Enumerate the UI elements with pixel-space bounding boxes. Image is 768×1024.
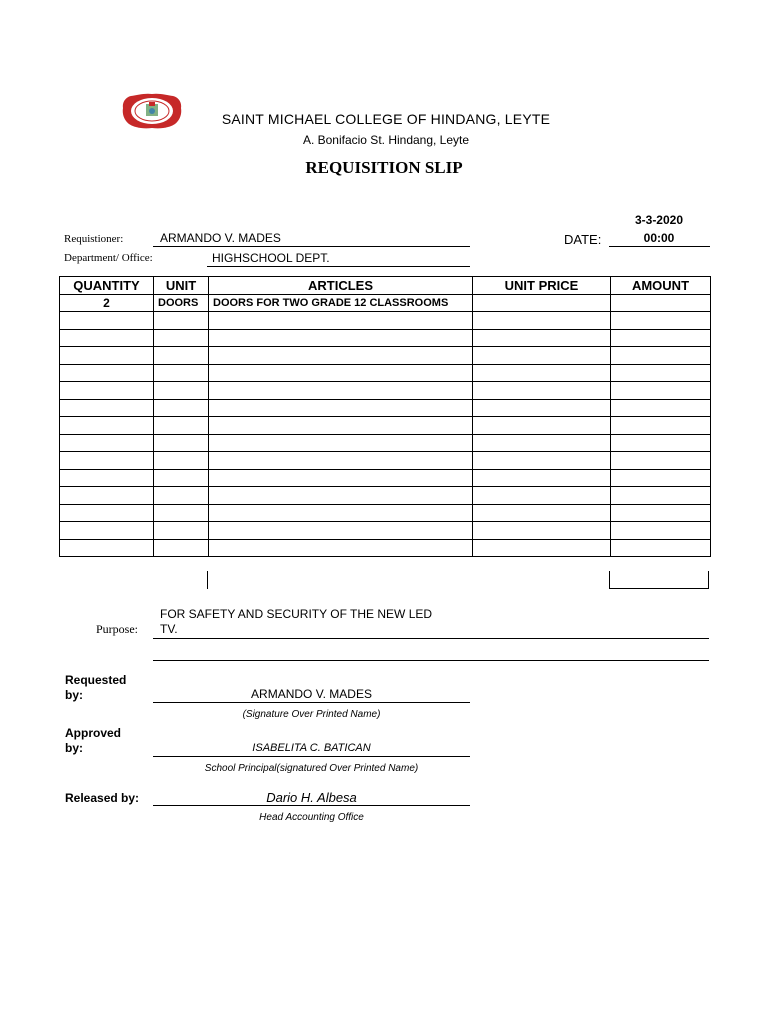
table-cell-amount[interactable]: [611, 347, 711, 365]
table-cell-unit[interactable]: [154, 417, 209, 435]
purpose-underline-2: [153, 660, 709, 661]
table-cell-amount[interactable]: [611, 329, 711, 347]
table-cell-articles[interactable]: [209, 417, 473, 435]
table-cell-quantity[interactable]: [60, 329, 154, 347]
table-cell-quantity[interactable]: [60, 417, 154, 435]
column-header-articles: ARTICLES: [209, 277, 473, 295]
table-cell-quantity[interactable]: [60, 364, 154, 382]
table-cell-unit[interactable]: [154, 364, 209, 382]
table-cell-unit[interactable]: [154, 329, 209, 347]
requested-by-caption: (Signature Over Printed Name): [242, 709, 381, 720]
table-cell-unit[interactable]: [154, 347, 209, 365]
table-cell-amount[interactable]: [611, 294, 711, 312]
table-cell-articles[interactable]: [209, 382, 473, 400]
total-amount-cell[interactable]: [609, 571, 709, 589]
table-cell-amount[interactable]: [611, 364, 711, 382]
school-address: A. Bonifacio St. Hindang, Leyte: [302, 133, 470, 147]
column-header-unit: UNIT: [154, 277, 209, 295]
table-cell-quantity[interactable]: [60, 504, 154, 522]
released-by-name[interactable]: Dario H. Albesa: [266, 790, 357, 805]
table-cell-unit-price[interactable]: [473, 539, 611, 557]
items-table: [59, 276, 711, 557]
table-cell-articles[interactable]: [209, 434, 473, 452]
table-cell-unit-price[interactable]: [473, 522, 611, 540]
table-header-row: [60, 277, 711, 295]
requested-by-name[interactable]: ARMANDO V. MADES: [251, 687, 372, 701]
approved-by-label: [65, 726, 121, 756]
table-cell-amount[interactable]: [611, 487, 711, 505]
purpose-label: Purpose:: [96, 622, 138, 636]
table-row: [60, 329, 711, 347]
time-value[interactable]: 00:00: [643, 231, 675, 245]
table-row: [60, 347, 711, 365]
date-value[interactable]: 3-3-2020: [634, 213, 684, 227]
requisitioner-label: Requistioner:: [64, 233, 124, 245]
table-row: [60, 504, 711, 522]
table-cell-unit-price[interactable]: [473, 294, 611, 312]
table-row: [60, 399, 711, 417]
purpose-underline-1: [153, 638, 709, 639]
requisitioner-value[interactable]: ARMANDO V. MADES: [160, 231, 281, 245]
released-by-caption: Head Accounting Office: [259, 812, 364, 823]
table-cell-quantity[interactable]: [60, 469, 154, 487]
table-cell-unit[interactable]: [154, 504, 209, 522]
table-row: [60, 539, 711, 557]
table-cell-unit-price[interactable]: [473, 434, 611, 452]
table-cell-quantity[interactable]: [60, 452, 154, 470]
table-row: [60, 487, 711, 505]
requested-label-line-1: Requested: [65, 673, 127, 687]
requested-by-underline: [153, 702, 470, 703]
table-cell-unit-price[interactable]: [473, 399, 611, 417]
department-label: Department/ Office:: [64, 252, 153, 264]
table-cell-amount[interactable]: [611, 434, 711, 452]
table-cell-unit[interactable]: [154, 539, 209, 557]
table-cell-unit[interactable]: [154, 469, 209, 487]
table-cell-quantity[interactable]: [60, 382, 154, 400]
table-cell-articles[interactable]: [209, 364, 473, 382]
table-cell-articles[interactable]: DOORS FOR TWO GRADE 12 CLASSROOMS: [209, 294, 473, 312]
table-cell-quantity[interactable]: [60, 487, 154, 505]
table-row: [60, 294, 711, 312]
table-row: [60, 364, 711, 382]
table-cell-unit-price[interactable]: [473, 504, 611, 522]
table-cell-quantity[interactable]: [60, 312, 154, 330]
table-cell-unit-price[interactable]: [473, 452, 611, 470]
table-cell-unit[interactable]: [154, 434, 209, 452]
table-cell-unit-price[interactable]: [473, 487, 611, 505]
table-tail-divider: [207, 571, 208, 589]
table-cell-unit-price[interactable]: [473, 347, 611, 365]
table-cell-amount[interactable]: [611, 469, 711, 487]
column-header-amount: AMOUNT: [611, 277, 711, 295]
table-body: [60, 294, 711, 557]
purpose-line-2: TV.: [160, 622, 178, 636]
table-cell-unit-price[interactable]: [473, 469, 611, 487]
table-cell-amount[interactable]: [611, 539, 711, 557]
table-cell-unit-price[interactable]: [473, 312, 611, 330]
table-cell-articles[interactable]: [209, 329, 473, 347]
table-cell-quantity[interactable]: [60, 539, 154, 557]
released-by-label: Released by:: [65, 791, 140, 805]
purpose-line-1: FOR SAFETY AND SECURITY OF THE NEW LED: [160, 607, 433, 621]
table-cell-quantity[interactable]: 2: [60, 294, 154, 312]
table-row: [60, 452, 711, 470]
table-cell-amount[interactable]: [611, 399, 711, 417]
table-cell-amount[interactable]: [611, 504, 711, 522]
column-header-quantity: QUANTITY: [60, 277, 154, 295]
approved-label-line-1: Approved: [65, 726, 122, 740]
table-row: [60, 312, 711, 330]
approved-label-line-2: by:: [65, 741, 83, 755]
document-title: REQUISITION SLIP: [305, 158, 463, 177]
table-cell-unit[interactable]: [154, 399, 209, 417]
table-cell-articles[interactable]: [209, 504, 473, 522]
department-underline: [207, 266, 470, 267]
date-underline: [609, 246, 710, 247]
table-cell-quantity[interactable]: [60, 399, 154, 417]
table-cell-unit[interactable]: [154, 487, 209, 505]
department-value[interactable]: HIGHSCHOOL DEPT.: [212, 251, 330, 265]
table-cell-unit[interactable]: [154, 312, 209, 330]
table-cell-articles[interactable]: [209, 487, 473, 505]
table-cell-articles[interactable]: [209, 469, 473, 487]
table-cell-articles[interactable]: [209, 312, 473, 330]
school-name: SAINT MICHAEL COLLEGE OF HINDANG, LEYTE: [221, 111, 551, 127]
table-cell-articles[interactable]: [209, 399, 473, 417]
table-cell-amount[interactable]: [611, 522, 711, 540]
table-row: [60, 469, 711, 487]
table-cell-unit-price[interactable]: [473, 382, 611, 400]
table-cell-articles[interactable]: [209, 347, 473, 365]
table-cell-articles[interactable]: [209, 539, 473, 557]
table-cell-unit-price[interactable]: [473, 364, 611, 382]
requested-label-line-2: by:: [65, 688, 83, 702]
table-cell-amount[interactable]: [611, 312, 711, 330]
table-cell-quantity[interactable]: [60, 347, 154, 365]
table-row: [60, 417, 711, 435]
table-cell-articles[interactable]: [209, 452, 473, 470]
table-cell-unit-price[interactable]: [473, 417, 611, 435]
released-by-underline: [153, 805, 470, 806]
approved-by-caption: School Principal(signatured Over Printed Name): [204, 763, 419, 774]
table-cell-unit-price[interactable]: [473, 329, 611, 347]
approved-by-underline: [153, 756, 470, 757]
date-label: DATE:: [564, 232, 602, 247]
table-cell-unit[interactable]: [154, 452, 209, 470]
table-row: [60, 382, 711, 400]
approved-by-name[interactable]: ISABELITA C. BATICAN: [252, 742, 371, 754]
requisitioner-underline: [153, 246, 470, 247]
table-cell-amount[interactable]: [611, 382, 711, 400]
table-cell-unit[interactable]: [154, 522, 209, 540]
column-header-unit-price: UNIT PRICE: [473, 277, 611, 295]
requested-by-label: [65, 673, 126, 703]
table-cell-quantity[interactable]: [60, 522, 154, 540]
table-cell-unit[interactable]: DOORS: [154, 294, 209, 312]
table-cell-unit[interactable]: [154, 382, 209, 400]
table-cell-amount[interactable]: [611, 417, 711, 435]
table-row: [60, 434, 711, 452]
table-cell-articles[interactable]: [209, 522, 473, 540]
table-cell-quantity[interactable]: [60, 434, 154, 452]
purpose-text[interactable]: [160, 607, 432, 637]
table-cell-amount[interactable]: [611, 452, 711, 470]
table-row: [60, 522, 711, 540]
